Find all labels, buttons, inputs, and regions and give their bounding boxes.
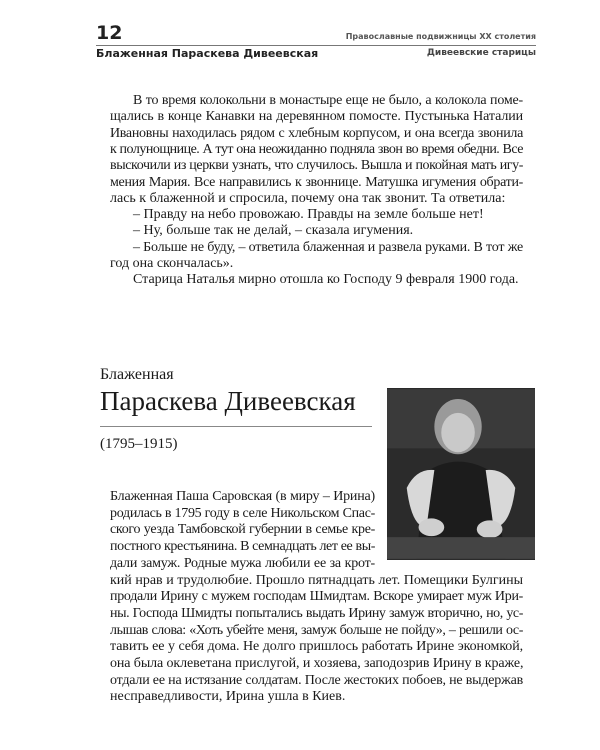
bio-dates: (1795–1915) (100, 436, 178, 452)
text-line: постного крестьянина. В семнадцать лет ее вы- (110, 539, 375, 555)
page-number: 12 (96, 22, 123, 44)
text-line: дали замуж. Родные мужа любили ее за крот- (110, 555, 375, 571)
text-line: Ивановны находилась рядом с хлебным корпусом, и она всегда звонила (110, 125, 523, 141)
text-line: тавить ее у себя дома. Не долго пришлось работать Ирине экономкой, (110, 639, 523, 655)
text-line: Старица Наталья мирно отошла ко Господу 9 февраля 1900 года. (133, 272, 519, 288)
text-line: лась к блаженной и спросила, почему она так звонит. Та ответила: (110, 190, 506, 206)
bio-title: Параскева Дивеевская (100, 386, 356, 416)
section-title: Блаженная Параскева Дивеевская (96, 47, 319, 60)
portrait-photo (387, 388, 535, 560)
text-line: кий нрав и трудолюбие. Прошло пятнадцать лет. Помещики Булгины (110, 572, 523, 588)
text-line: щались в конце Канавки на деревянном помосте. Пустынька Наталии (110, 109, 523, 125)
text-line: – Больше не буду, – ответила блаженная и развела руками. В тот же (133, 239, 523, 255)
text-line: родилась в 1795 году в селе Никольском Спас- (110, 505, 375, 521)
text-line: год она скончалась». (110, 256, 234, 271)
text-line: ского уезда Тамбовской губернии в семье кре- (110, 522, 375, 538)
portrait-image (387, 388, 535, 560)
header-rule (96, 45, 536, 46)
text-line: ны. Господа Шмидты попытались выдать Ирину замуж вторично, но, ус- (110, 605, 523, 621)
text-line: – Правду на небо провожаю. Правды на земле больше нет! (133, 207, 484, 223)
chapter-title: Дивеевские старицы (426, 48, 536, 58)
text-line: несправедливости, Ирина ушла в Киев. (110, 689, 346, 705)
text-line: Блаженная Паша Саровская (в миру – Ирина) (110, 489, 375, 504)
bio-subtitle: Блаженная (100, 366, 174, 383)
text-line: отдали ее на истязание солдатам. После жестоких побоев, не выдержав (110, 672, 523, 688)
text-line: продали Ирину с мужем господам Шмидтам. Вскоре умирает муж Ири- (110, 589, 523, 605)
text-line: В то время колокольни в монастыре еще не было, а колокола поме- (133, 93, 523, 108)
text-line: мения Мария. Все направились к звоннице. Матушка игумения обрати- (110, 174, 523, 190)
text-line: она была оклеветана прислугой, и хозяева, заподозрив Ирину в краже, (110, 656, 524, 671)
text-line: лышав слова: «Хоть убейте меня, замуж больше не пойду», – решили ос- (110, 622, 523, 638)
text-line: выскочили из церкви узнать, что случилось. Вышла и покойная мать игу- (110, 158, 523, 174)
book-title: Православные подвижницы XX столетия (345, 32, 536, 41)
text-line: – Ну, больше так не делай, – сказала игумения. (133, 223, 414, 239)
text-line: к полунощнице. А тут она неожиданно подняла звон во время обедни. Все (110, 141, 523, 157)
title-rule (100, 426, 372, 427)
